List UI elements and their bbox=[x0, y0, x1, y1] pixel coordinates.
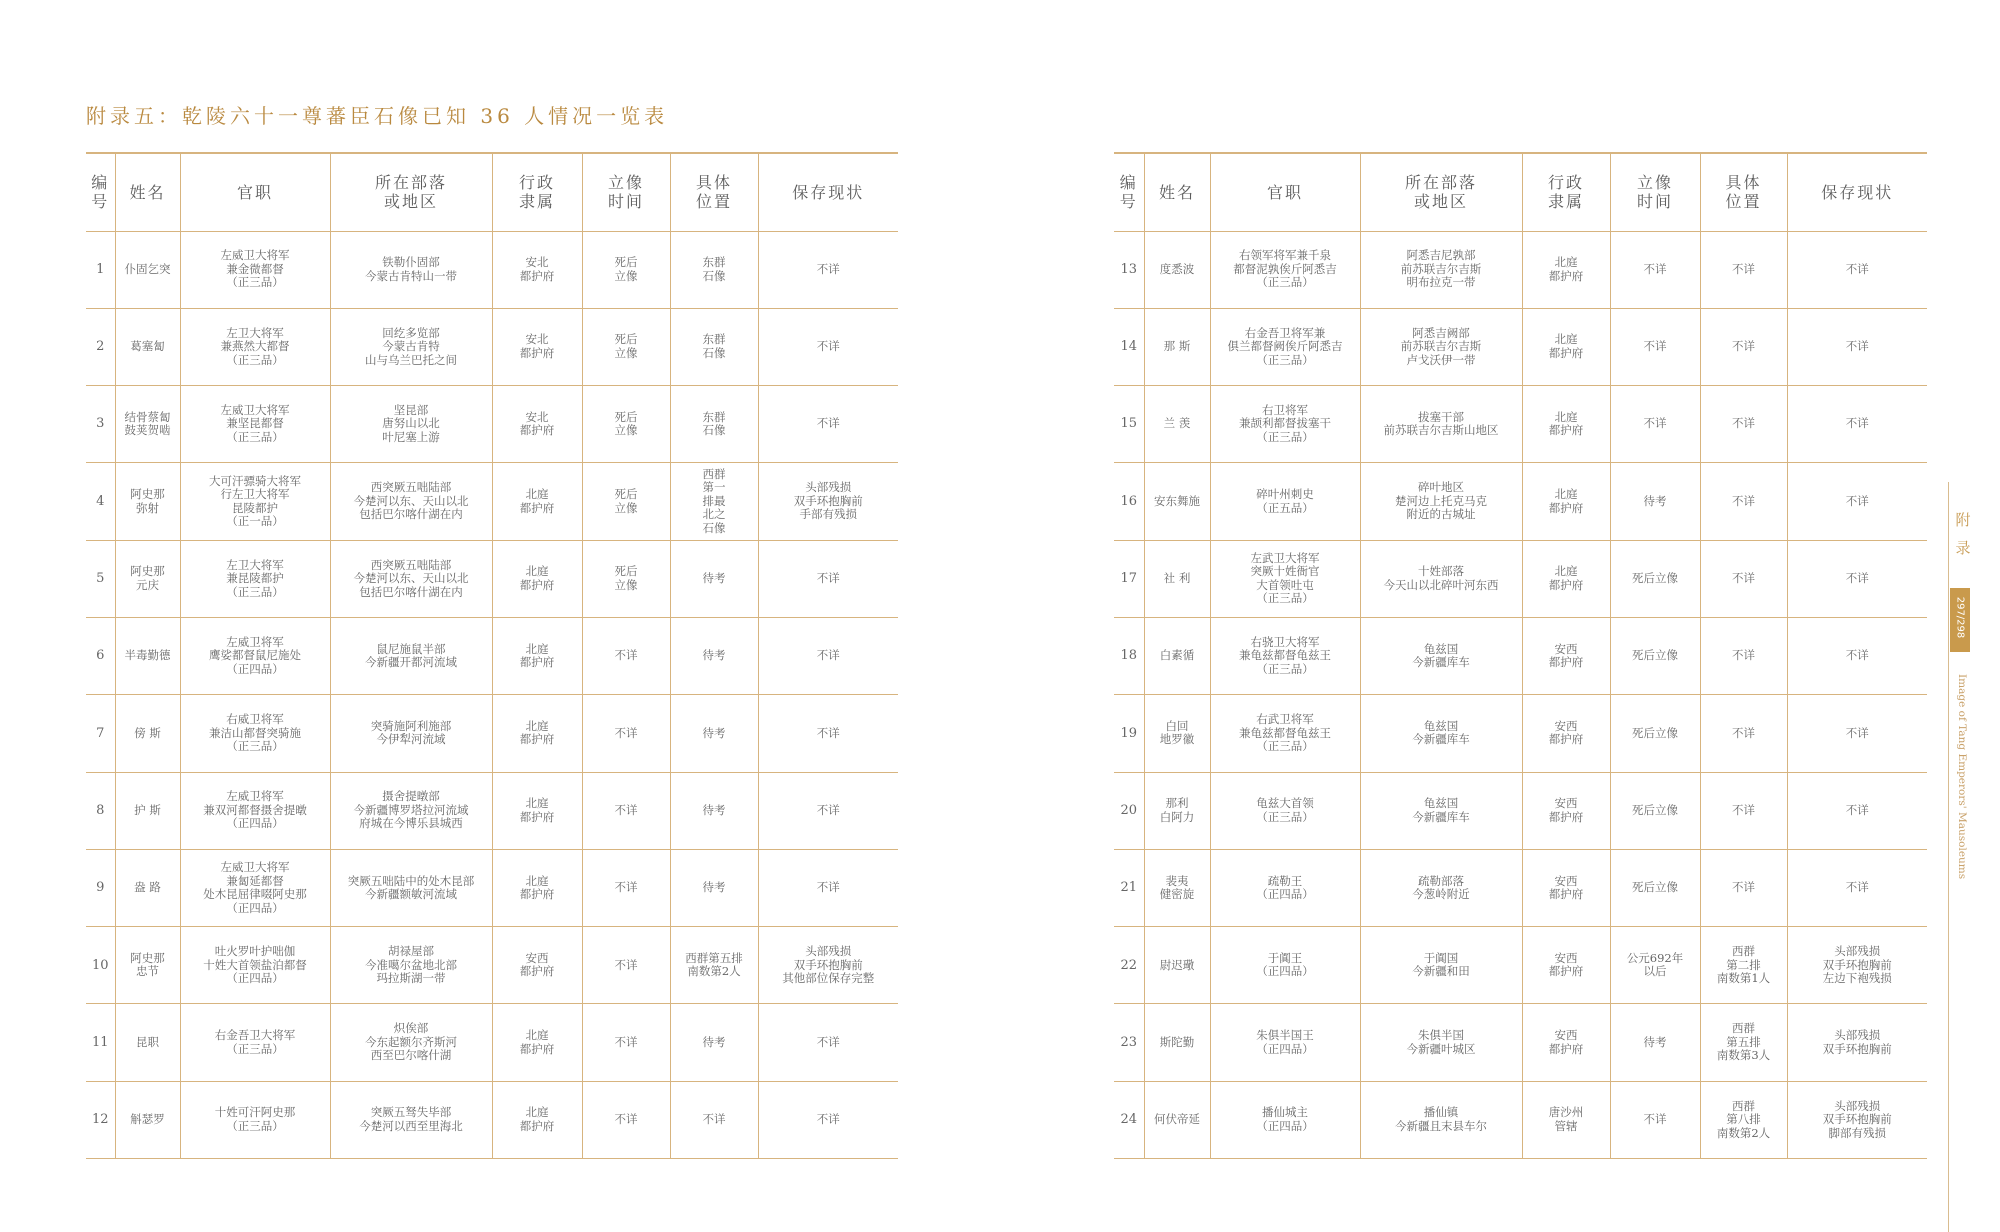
table-cell: 右金吾卫将军兼 俱兰都督阙俟斤阿悉吉 （正三品） bbox=[1210, 308, 1360, 385]
table-cell: 不详 bbox=[758, 772, 898, 849]
table-row bbox=[1114, 308, 1927, 385]
table-cell: 左卫大将军 兼燕然大都督 （正三品） bbox=[180, 308, 330, 385]
table-cell: 铁勒仆固部 今蒙古肯特山一带 bbox=[330, 231, 492, 308]
table-cell: 葛塞匐 bbox=[115, 308, 180, 385]
table-cell: 不详 bbox=[758, 695, 898, 772]
left-table-body bbox=[86, 231, 898, 1159]
table-row bbox=[86, 1004, 898, 1081]
table-cell: 不详 bbox=[1700, 386, 1787, 463]
table-cell: 待考 bbox=[670, 695, 758, 772]
table-cell: 碎叶地区 楚河边上托克马克 附近的古城址 bbox=[1360, 463, 1522, 540]
table-cell: 不详 bbox=[1610, 231, 1700, 308]
table-cell: 死后 立像 bbox=[582, 463, 670, 540]
table-cell: 疏勒部落 今葱岭附近 bbox=[1360, 849, 1522, 926]
table-cell: 白回 地罗徽 bbox=[1144, 695, 1210, 772]
table-row bbox=[1114, 695, 1927, 772]
table-cell: 摄舍提暾部 今新疆博罗塔拉河流域 府城在今博乐县城西 bbox=[330, 772, 492, 849]
table-cell: 度悉波 bbox=[1144, 231, 1210, 308]
table-cell: 半毒勤德 bbox=[115, 617, 180, 694]
table-cell: 不详 bbox=[1700, 231, 1787, 308]
left-header-cell: 所在部落 或地区 bbox=[330, 153, 492, 231]
table-cell: 不详 bbox=[1787, 849, 1927, 926]
left-header-row bbox=[86, 153, 898, 231]
table-cell: 右领军将军兼千泉 都督泥孰俟斤阿悉吉 （正三品） bbox=[1210, 231, 1360, 308]
book-title-english: Image of Tang Emperors' Mausoleums bbox=[1956, 674, 1968, 880]
table-cell: 吐火罗叶护咄伽 十姓大首领盐泊都督 （正四品） bbox=[180, 927, 330, 1004]
table-cell: 不详 bbox=[1787, 463, 1927, 540]
table-cell: 不详 bbox=[758, 386, 898, 463]
table-cell: 23 bbox=[1114, 1004, 1144, 1081]
table-cell: 不详 bbox=[1700, 695, 1787, 772]
table-cell: 阿史那 忠节 bbox=[115, 927, 180, 1004]
table-cell: 大可汗骠骑大将军 行左卫大将军 昆陵都护 （正一品） bbox=[180, 463, 330, 540]
table-cell: 西突厥五咄陆部 今楚河以东、天山以北 包括巴尔喀什湖在内 bbox=[330, 463, 492, 540]
table-cell: 死后立像 bbox=[1610, 849, 1700, 926]
table-cell: 阿史那 元庆 bbox=[115, 540, 180, 617]
table-cell: 不详 bbox=[582, 695, 670, 772]
side-divider bbox=[1948, 482, 1949, 1232]
table-cell: 6 bbox=[86, 617, 115, 694]
table-cell: 不详 bbox=[758, 1004, 898, 1081]
table-cell: 头部残损 双手环抱胸前 其他部位保存完整 bbox=[758, 927, 898, 1004]
table-cell: 左卫大将军 兼昆陵都护 （正三品） bbox=[180, 540, 330, 617]
table-row bbox=[86, 772, 898, 849]
table-cell: 安西 都护府 bbox=[1522, 772, 1610, 849]
table-cell: 不详 bbox=[670, 1081, 758, 1158]
table-cell: 不详 bbox=[582, 617, 670, 694]
table-cell: 21 bbox=[1114, 849, 1144, 926]
table-cell: 东群 石像 bbox=[670, 231, 758, 308]
table-cell: 北庭 都护府 bbox=[492, 695, 582, 772]
table-cell: 头部残损 双手环抱胸前 手部有残损 bbox=[758, 463, 898, 540]
left-header-cell: 官职 bbox=[180, 153, 330, 231]
table-cell: 不详 bbox=[1610, 386, 1700, 463]
table-row bbox=[86, 617, 898, 694]
table-cell: 待考 bbox=[1610, 1004, 1700, 1081]
left-header-cell: 保存现状 bbox=[758, 153, 898, 231]
table-cell: 朱俱半国 今新疆叶城区 bbox=[1360, 1004, 1522, 1081]
table-cell: 右骁卫大将军 兼龟兹都督龟兹王 （正三品） bbox=[1210, 617, 1360, 694]
table-cell: 突厥五驽失毕部 今楚河以西至里海北 bbox=[330, 1081, 492, 1158]
table-cell: 左威卫大将军 兼坚昆都督 （正三品） bbox=[180, 386, 330, 463]
table-cell: 突骑施阿利施部 今伊犁河流域 bbox=[330, 695, 492, 772]
table-cell: 北庭 都护府 bbox=[1522, 231, 1610, 308]
table-cell: 15 bbox=[1114, 386, 1144, 463]
table-cell: 阿悉吉阙部 前苏联吉尔吉斯 卢戈沃伊一带 bbox=[1360, 308, 1522, 385]
table-cell: 北庭 都护府 bbox=[492, 1004, 582, 1081]
table-cell: 4 bbox=[86, 463, 115, 540]
table-cell: 不详 bbox=[1787, 540, 1927, 617]
table-cell: 不详 bbox=[758, 1081, 898, 1158]
table-cell: 17 bbox=[1114, 540, 1144, 617]
table-cell: 安东舞施 bbox=[1144, 463, 1210, 540]
table-row bbox=[1114, 463, 1927, 540]
table-row bbox=[86, 386, 898, 463]
page-title: 附录五：乾陵六十一尊蕃臣石像已知 36 人情况一览表 bbox=[86, 104, 669, 128]
table-cell: 兰 羡 bbox=[1144, 386, 1210, 463]
table-cell: 安西 都护府 bbox=[1522, 617, 1610, 694]
table-cell: 不详 bbox=[758, 617, 898, 694]
table-cell: 那 斯 bbox=[1144, 308, 1210, 385]
right-header-cell: 行政 隶属 bbox=[1522, 153, 1610, 231]
table-cell: 19 bbox=[1114, 695, 1144, 772]
table-cell: 头部残损 双手环抱胸前 bbox=[1787, 1004, 1927, 1081]
table-cell: 于阗国 今新疆和田 bbox=[1360, 927, 1522, 1004]
table-cell: 龟兹国 今新疆库车 bbox=[1360, 772, 1522, 849]
table-cell: 不详 bbox=[1700, 617, 1787, 694]
table-cell: 10 bbox=[86, 927, 115, 1004]
table-cell: 西群第五排 南数第2人 bbox=[670, 927, 758, 1004]
table-cell: 东群 石像 bbox=[670, 386, 758, 463]
right-header-cell: 具体 位置 bbox=[1700, 153, 1787, 231]
table-cell: 左威卫将军 鹰娑都督鼠尼施处 （正四品） bbox=[180, 617, 330, 694]
table-cell: 待考 bbox=[1610, 463, 1700, 540]
table-cell: 东群 石像 bbox=[670, 308, 758, 385]
table-row bbox=[86, 463, 898, 540]
table-cell: 右威卫将军 兼洁山都督突骑施 （正三品） bbox=[180, 695, 330, 772]
table-cell: 龟兹大首领 （正三品） bbox=[1210, 772, 1360, 849]
table-row bbox=[1114, 1081, 1927, 1158]
table-row bbox=[1114, 386, 1927, 463]
table-cell: 左威卫大将军 兼匐延都督 处木昆屈律啜阿史那 （正四品） bbox=[180, 849, 330, 926]
table-cell: 公元692年 以后 bbox=[1610, 927, 1700, 1004]
table-cell: 待考 bbox=[670, 1004, 758, 1081]
table-cell: 14 bbox=[1114, 308, 1144, 385]
table-cell: 斯陀勤 bbox=[1144, 1004, 1210, 1081]
table-cell: 不详 bbox=[1610, 1081, 1700, 1158]
table-cell: 待考 bbox=[670, 849, 758, 926]
table-row bbox=[86, 695, 898, 772]
table-cell: 尉迟璥 bbox=[1144, 927, 1210, 1004]
table-cell: 仆固乞突 bbox=[115, 231, 180, 308]
table-cell: 不详 bbox=[758, 231, 898, 308]
table-cell: 社 利 bbox=[1144, 540, 1210, 617]
table-cell: 头部残损 双手环抱胸前 左边下袍残损 bbox=[1787, 927, 1927, 1004]
table-cell: 18 bbox=[1114, 617, 1144, 694]
left-header-cell: 具体 位置 bbox=[670, 153, 758, 231]
table-cell: 不详 bbox=[582, 927, 670, 1004]
table-cell: 不详 bbox=[1700, 772, 1787, 849]
table-cell: 死后 立像 bbox=[582, 308, 670, 385]
table-cell: 左威卫将军 兼双河都督摄舍提暾 （正四品） bbox=[180, 772, 330, 849]
table-cell: 头部残损 双手环抱胸前 脚部有残损 bbox=[1787, 1081, 1927, 1158]
table-cell: 不详 bbox=[1787, 617, 1927, 694]
left-header-cell: 姓名 bbox=[115, 153, 180, 231]
table-cell: 北庭 都护府 bbox=[1522, 308, 1610, 385]
table-cell: 20 bbox=[1114, 772, 1144, 849]
table-cell: 左威卫大将军 兼金微都督 （正三品） bbox=[180, 231, 330, 308]
table-row bbox=[86, 849, 898, 926]
table-cell: 白素循 bbox=[1144, 617, 1210, 694]
table-cell: 播仙镇 今新疆且末县车尔 bbox=[1360, 1081, 1522, 1158]
table-cell: 不详 bbox=[1700, 308, 1787, 385]
table-cell: 不详 bbox=[1787, 386, 1927, 463]
right-table-body bbox=[1114, 231, 1927, 1159]
left-header-cell: 编 号 bbox=[86, 153, 115, 231]
table-cell: 死后立像 bbox=[1610, 617, 1700, 694]
table-cell: 何伏帝延 bbox=[1144, 1081, 1210, 1158]
table-cell: 死后立像 bbox=[1610, 540, 1700, 617]
table-cell: 安西 都护府 bbox=[1522, 1004, 1610, 1081]
table-cell: 不详 bbox=[758, 849, 898, 926]
table-cell: 北庭 都护府 bbox=[1522, 386, 1610, 463]
table-cell: 24 bbox=[1114, 1081, 1144, 1158]
table-cell: 死后立像 bbox=[1610, 695, 1700, 772]
table-cell: 不详 bbox=[758, 540, 898, 617]
table-cell: 不详 bbox=[1787, 772, 1927, 849]
table-cell: 昆职 bbox=[115, 1004, 180, 1081]
left-header-cell: 立像 时间 bbox=[582, 153, 670, 231]
table-cell: 胡禄屋部 今准噶尔盆地北部 玛拉斯湖一带 bbox=[330, 927, 492, 1004]
table-cell: 朱俱半国王 （正四品） bbox=[1210, 1004, 1360, 1081]
table-cell: 安西 都护府 bbox=[1522, 927, 1610, 1004]
table-cell: 龟兹国 今新疆库车 bbox=[1360, 617, 1522, 694]
page-number: 297/298 bbox=[1954, 596, 1966, 639]
table-cell: 炽俟部 今东起额尔齐斯河 西至巴尔喀什湖 bbox=[330, 1004, 492, 1081]
table-cell: 北庭 都护府 bbox=[492, 772, 582, 849]
table-row bbox=[1114, 540, 1927, 617]
table-cell: 不详 bbox=[1610, 308, 1700, 385]
table-row bbox=[1114, 772, 1927, 849]
table-cell: 不详 bbox=[582, 1004, 670, 1081]
left-table bbox=[86, 152, 898, 1159]
table-row bbox=[86, 1081, 898, 1158]
left-header-cell: 行政 隶属 bbox=[492, 153, 582, 231]
table-cell: 疏勒王 （正四品） bbox=[1210, 849, 1360, 926]
table-cell: 不详 bbox=[758, 308, 898, 385]
right-header-row bbox=[1114, 153, 1927, 231]
table-cell: 唐沙州 管辖 bbox=[1522, 1081, 1610, 1158]
table-cell: 十姓部落 今天山以北碎叶河东西 bbox=[1360, 540, 1522, 617]
table-cell: 16 bbox=[1114, 463, 1144, 540]
table-cell: 不详 bbox=[582, 1081, 670, 1158]
table-cell: 22 bbox=[1114, 927, 1144, 1004]
table-cell: 龟兹国 今新疆库车 bbox=[1360, 695, 1522, 772]
table-cell: 傍 斯 bbox=[115, 695, 180, 772]
table-cell: 死后 立像 bbox=[582, 231, 670, 308]
right-header-cell: 编 号 bbox=[1114, 153, 1144, 231]
table-cell: 西群 第一 排最 北之 石像 bbox=[670, 463, 758, 540]
table-cell: 死后 立像 bbox=[582, 386, 670, 463]
table-cell: 结骨蔡匐 鼓荚贺啮 bbox=[115, 386, 180, 463]
table-row bbox=[86, 231, 898, 308]
table-cell: 播仙城主 （正四品） bbox=[1210, 1081, 1360, 1158]
table-cell: 坚昆部 唐努山以北 叶尼塞上游 bbox=[330, 386, 492, 463]
table-cell: 不详 bbox=[1700, 540, 1787, 617]
table-cell: 安北 都护府 bbox=[492, 386, 582, 463]
table-cell: 死后 立像 bbox=[582, 540, 670, 617]
table-cell: 不详 bbox=[1787, 308, 1927, 385]
table-cell: 北庭 都护府 bbox=[492, 849, 582, 926]
table-cell: 9 bbox=[86, 849, 115, 926]
right-header-cell: 所在部落 或地区 bbox=[1360, 153, 1522, 231]
table-cell: 西群 第八排 南数第2人 bbox=[1700, 1081, 1787, 1158]
table-cell: 2 bbox=[86, 308, 115, 385]
section-label: 附 录 bbox=[1955, 511, 1971, 557]
table-cell: 拔塞干部 前苏联吉尔吉斯山地区 bbox=[1360, 386, 1522, 463]
table-cell: 西群 第二排 南数第1人 bbox=[1700, 927, 1787, 1004]
table-cell: 于阗王 （正四品） bbox=[1210, 927, 1360, 1004]
right-table bbox=[1114, 152, 1927, 1159]
table-cell: 盎 路 bbox=[115, 849, 180, 926]
table-cell: 待考 bbox=[670, 540, 758, 617]
right-header-cell: 立像 时间 bbox=[1610, 153, 1700, 231]
table-cell: 3 bbox=[86, 386, 115, 463]
table-cell: 11 bbox=[86, 1004, 115, 1081]
table-cell: 西突厥五咄陆部 今楚河以东、天山以北 包括巴尔喀什湖在内 bbox=[330, 540, 492, 617]
table-cell: 右武卫将军 兼龟兹都督龟兹王 （正三品） bbox=[1210, 695, 1360, 772]
table-cell: 7 bbox=[86, 695, 115, 772]
table-cell: 安北 都护府 bbox=[492, 308, 582, 385]
table-cell: 安西 都护府 bbox=[1522, 695, 1610, 772]
table-row bbox=[1114, 231, 1927, 308]
table-cell: 十姓可汗阿史那 （正三品） bbox=[180, 1081, 330, 1158]
right-header-cell: 官职 bbox=[1210, 153, 1360, 231]
table-cell: 12 bbox=[86, 1081, 115, 1158]
table-row bbox=[1114, 849, 1927, 926]
table-cell: 阿史那 弥射 bbox=[115, 463, 180, 540]
table-cell: 回纥多览部 今蒙古肯特 山与乌兰巴托之间 bbox=[330, 308, 492, 385]
table-cell: 右金吾卫大将军 （正三品） bbox=[180, 1004, 330, 1081]
table-cell: 8 bbox=[86, 772, 115, 849]
table-cell: 北庭 都护府 bbox=[492, 540, 582, 617]
table-cell: 不详 bbox=[1700, 463, 1787, 540]
table-cell: 那利 白阿力 bbox=[1144, 772, 1210, 849]
table-row bbox=[86, 927, 898, 1004]
table-cell: 安西 都护府 bbox=[492, 927, 582, 1004]
table-cell: 安北 都护府 bbox=[492, 231, 582, 308]
table-cell: 西群 第五排 南数第3人 bbox=[1700, 1004, 1787, 1081]
table-cell: 北庭 都护府 bbox=[1522, 463, 1610, 540]
page-number-tab bbox=[1950, 588, 1970, 652]
table-cell: 北庭 都护府 bbox=[492, 463, 582, 540]
table-cell: 待考 bbox=[670, 617, 758, 694]
table-row bbox=[1114, 1004, 1927, 1081]
table-cell: 不详 bbox=[1787, 231, 1927, 308]
table-cell: 鼠尼施鼠半部 今新疆开都河流域 bbox=[330, 617, 492, 694]
table-cell: 13 bbox=[1114, 231, 1144, 308]
table-cell: 1 bbox=[86, 231, 115, 308]
table-cell: 不详 bbox=[1700, 849, 1787, 926]
table-cell: 死后立像 bbox=[1610, 772, 1700, 849]
table-cell: 北庭 都护府 bbox=[492, 617, 582, 694]
table-row bbox=[86, 540, 898, 617]
table-cell: 待考 bbox=[670, 772, 758, 849]
right-header-cell: 姓名 bbox=[1144, 153, 1210, 231]
table-cell: 左武卫大将军 突厥十姓衙官 大首领吐屯 （正三品） bbox=[1210, 540, 1360, 617]
table-cell: 不详 bbox=[582, 849, 670, 926]
table-cell: 5 bbox=[86, 540, 115, 617]
table-cell: 北庭 都护府 bbox=[1522, 540, 1610, 617]
table-cell: 北庭 都护府 bbox=[492, 1081, 582, 1158]
right-header-cell: 保存现状 bbox=[1787, 153, 1927, 231]
table-row bbox=[86, 308, 898, 385]
table-cell: 安西 都护府 bbox=[1522, 849, 1610, 926]
table-cell: 不详 bbox=[582, 772, 670, 849]
table-cell: 碎叶州刺史 （正五品） bbox=[1210, 463, 1360, 540]
table-cell: 突厥五咄陆中的处木昆部 今新疆额敏河流域 bbox=[330, 849, 492, 926]
table-row bbox=[1114, 927, 1927, 1004]
table-cell: 阿悉吉尼孰部 前苏联吉尔吉斯 明布拉克一带 bbox=[1360, 231, 1522, 308]
table-cell: 护 斯 bbox=[115, 772, 180, 849]
table-cell: 不详 bbox=[1787, 695, 1927, 772]
table-cell: 斛瑟罗 bbox=[115, 1081, 180, 1158]
table-cell: 裴夷 健密旋 bbox=[1144, 849, 1210, 926]
table-row bbox=[1114, 617, 1927, 694]
table-cell: 右卫将军 兼颉利都督拔塞干 （正三品） bbox=[1210, 386, 1360, 463]
